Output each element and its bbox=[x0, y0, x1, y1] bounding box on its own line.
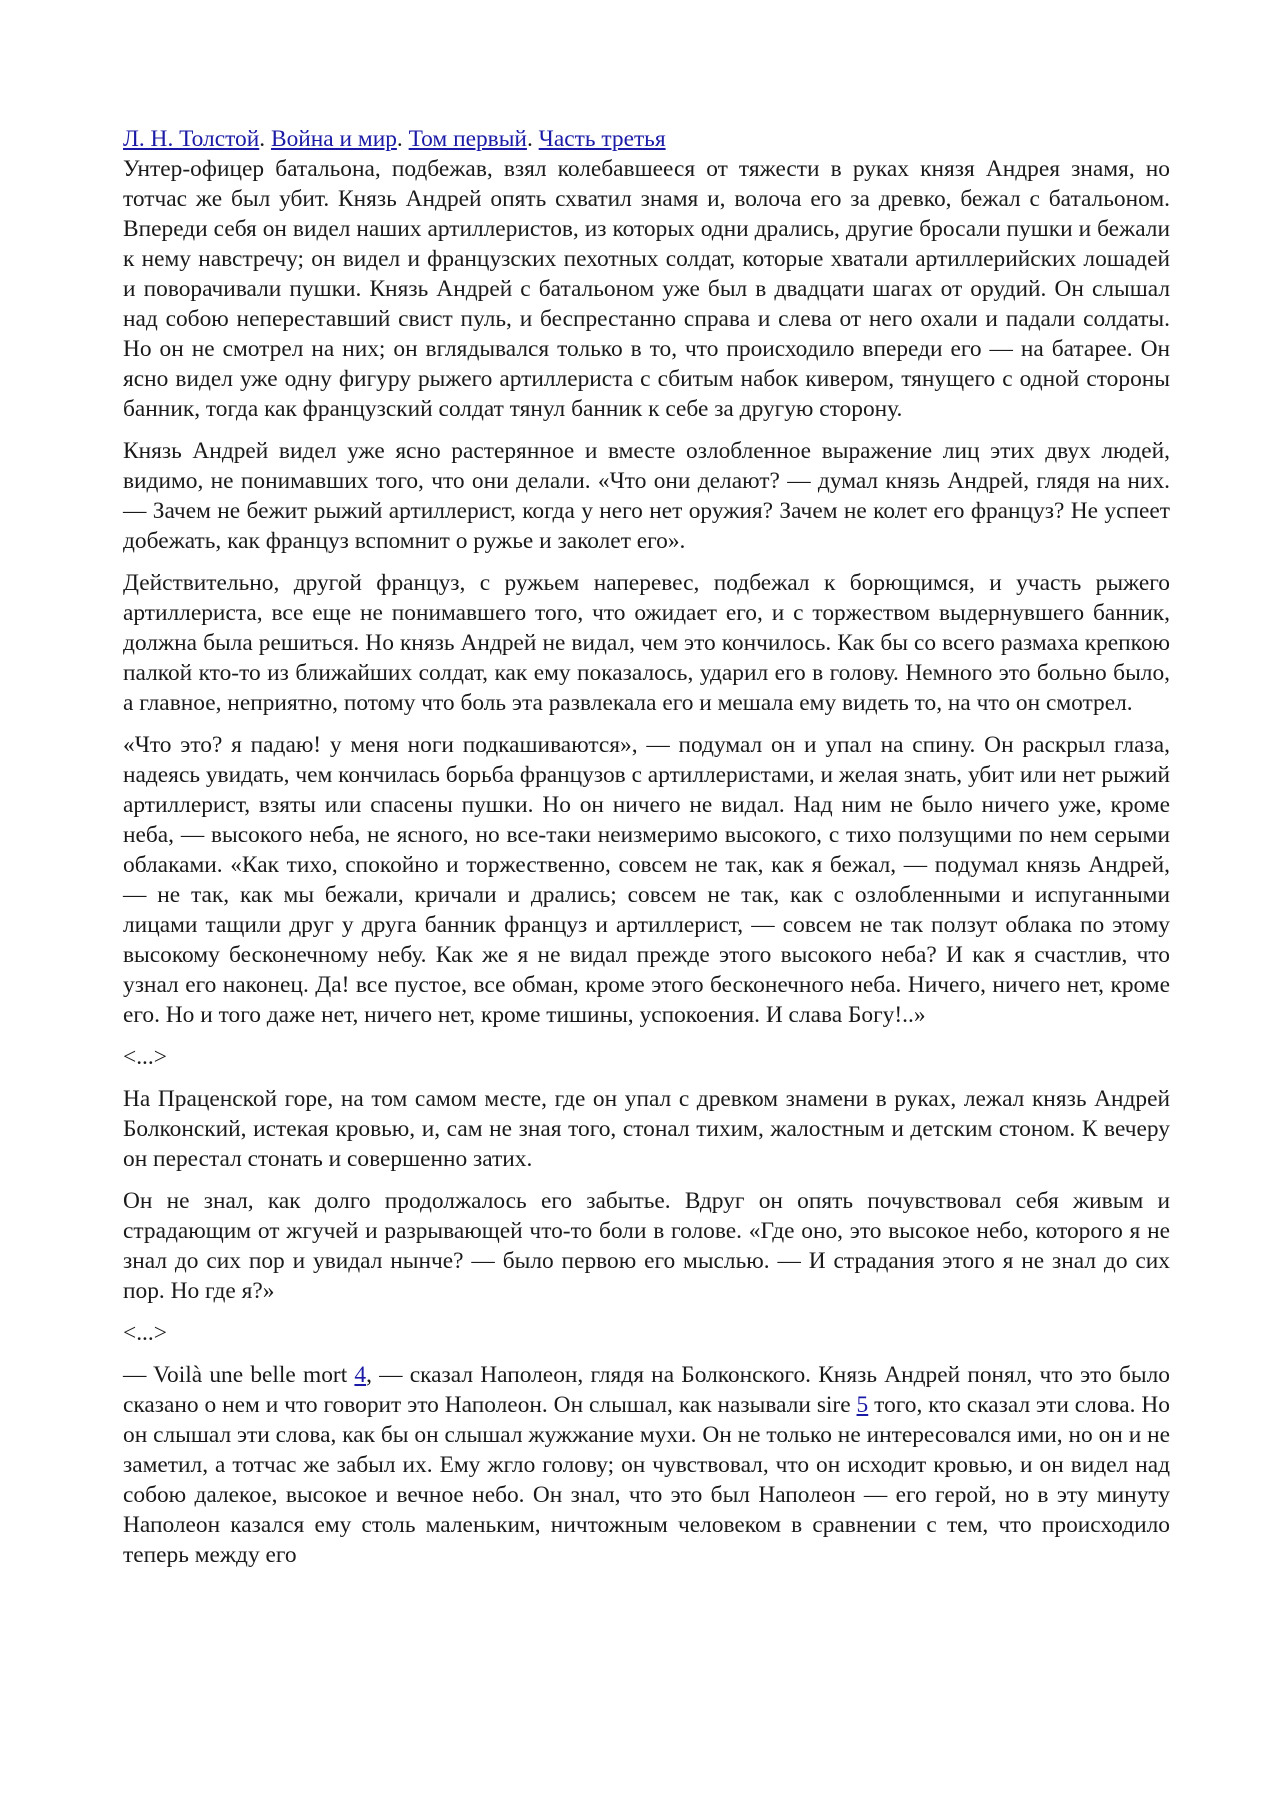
footnote-link[interactable]: 4 bbox=[354, 1362, 367, 1388]
breadcrumb-separator: . bbox=[396, 126, 403, 152]
breadcrumb bbox=[123, 124, 1170, 154]
paragraph: Унтер-офицер батальона, подбежав, взял колебавшееся от тяжести в руках князя Андрея знамя, но тотчас же был убит. Князь Андрей опять схватил знамя и, волоча его за древко, бежал с батальоном. Впереди себя он видел наших артиллеристов, из которых одни дрались, другие бросали пушки и бежали к нему навстречу; он видел и французских пехотных солдат, которые хватали артиллерийских лошадей и поворачивали пушки. Князь Андрей с батальоном уже был в двадцати шагах от орудий. Он слышал над собою непереставший свист пуль, и беспрестанно справа и слева от него охали и падали солдаты. Но он не смотрел на них; он вглядывался только в то, что происходило впереди его — на батарее. Он ясно видел уже одну фигуру рыжего артиллериста с сбитым набок кивером, тянущего с одной стороны банник, тогда как французский солдат тянул банник к себе за другую сторону. bbox=[123, 156, 1170, 422]
paragraph: Князь Андрей видел уже ясно растерянное и вместе озлобленное выражение лиц этих двух людей, видимо, не понимавших того, что они делали. «Что они делают? — думал князь Андрей, глядя на них. — Зачем не бежит рыжий артиллерист, когда у него нет оружия? Зачем не колет его француз? Не успеет добежать, как француз вспомнит о ружье и заколет его». bbox=[123, 438, 1170, 554]
document-page bbox=[123, 124, 1170, 1582]
breadcrumb-link-volume[interactable]: Том первый bbox=[408, 126, 527, 152]
breadcrumb-link-part[interactable]: Часть третья bbox=[538, 126, 666, 152]
breadcrumb-link-book[interactable]: Война и мир bbox=[270, 126, 397, 152]
footnote-link[interactable]: 5 bbox=[856, 1392, 869, 1418]
breadcrumb-link-author[interactable]: Л. Н. Толстой bbox=[123, 126, 260, 152]
paragraph-text: — Voilà une belle mort bbox=[123, 1362, 355, 1388]
paragraph: На Праценской горе, на том самом месте, где он упал с древком знамени в руках, лежал князь Андрей Болконский, истекая кровью, и, сам не зная того, стонал тихим, жалостным и детским стоном. К вечеру он перестал стонать и совершенно затих. bbox=[123, 1086, 1170, 1172]
omission-marker: <...> bbox=[123, 1044, 167, 1070]
paragraph: Действительно, другой француз, с ружьем наперевес, подбежал к борющимся, и участь рыжего артиллериста, все еще не понимавшего того, что ожидает его, и с торжеством выдернувшего банник, должна была решиться. Но князь Андрей не видал, чем это кончилось. Как бы со всего размаха крепкою палкой кто-то из ближайших солдат, как ему показалось, ударил его в голову. Немного это больно было, а главное, неприятно, потому что боль эта развлекала его и мешала ему видеть то, на что он смотрел. bbox=[123, 570, 1170, 716]
paragraph-text: , — сказал Наполеон, глядя на Болконского. Князь Андрей понял, что это было сказано о нем и что говорит это Наполеон. Он слышал, как называли sire bbox=[123, 1362, 1170, 1418]
paragraph bbox=[123, 1360, 1170, 1570]
omission-marker: <...> bbox=[123, 1320, 167, 1346]
breadcrumb-separator: . bbox=[259, 126, 266, 152]
paragraph-text: того, кто сказал эти слова. Но он слышал эти слова, как бы он слышал жужжание мухи. Он не только не интересовался ими, но он и не заметил, а тотчас же забыл их. Ему жгло голову; он чувствовал, что он исходит кровью, и он видел над собою далекое, высокое и вечное небо. Он знал, что это был Наполеон — его герой, но в эту минуту Наполеон казался ему столь маленьким, ничтожным человеком в сравнении с тем, что происходило теперь между его bbox=[123, 1392, 1170, 1568]
breadcrumb-separator: . bbox=[526, 126, 533, 152]
paragraph: «Что это? я падаю! у меня ноги подкашиваются», — подумал он и упал на спину. Он раскрыл глаза, надеясь увидать, чем кончилась борьба французов с артиллеристами, и желая знать, убит или нет рыжий артиллерист, взяты или спасены пушки. Но он ничего не видал. Над ним не было ничего уже, кроме неба, — высокого неба, не ясного, но все-таки неизмеримо высокого, с тихо ползущими по нем серыми облаками. «Как тихо, спокойно и торжественно, совсем не так, как я бежал, — подумал князь Андрей, — не так, как мы бежали, кричали и дрались; совсем не так, как с озлобленными и испуганными лицами тащили друг у друга банник француз и артиллерист, — совсем не так ползут облака по этому высокому бесконечному небу. Как же я не видал прежде этого высокого неба? И как я счастлив, что узнал его наконец. Да! все пустое, все обман, кроме этого бесконечного неба. Ничего, ничего нет, кроме его. Но и того даже нет, ничего нет, кроме тишины, успокоения. И слава Богу!..» bbox=[123, 732, 1170, 1028]
paragraph: Он не знал, как долго продолжалось его забытье. Вдруг он опять почувствовал себя живым и страдающим от жгучей и разрывающей что-то боли в голове. «Где оно, это высокое небо, которого я не знал до сих пор и увидал нынче? — было первою его мыслью. — И страдания этого я не знал до сих пор. Но где я?» bbox=[123, 1188, 1170, 1304]
